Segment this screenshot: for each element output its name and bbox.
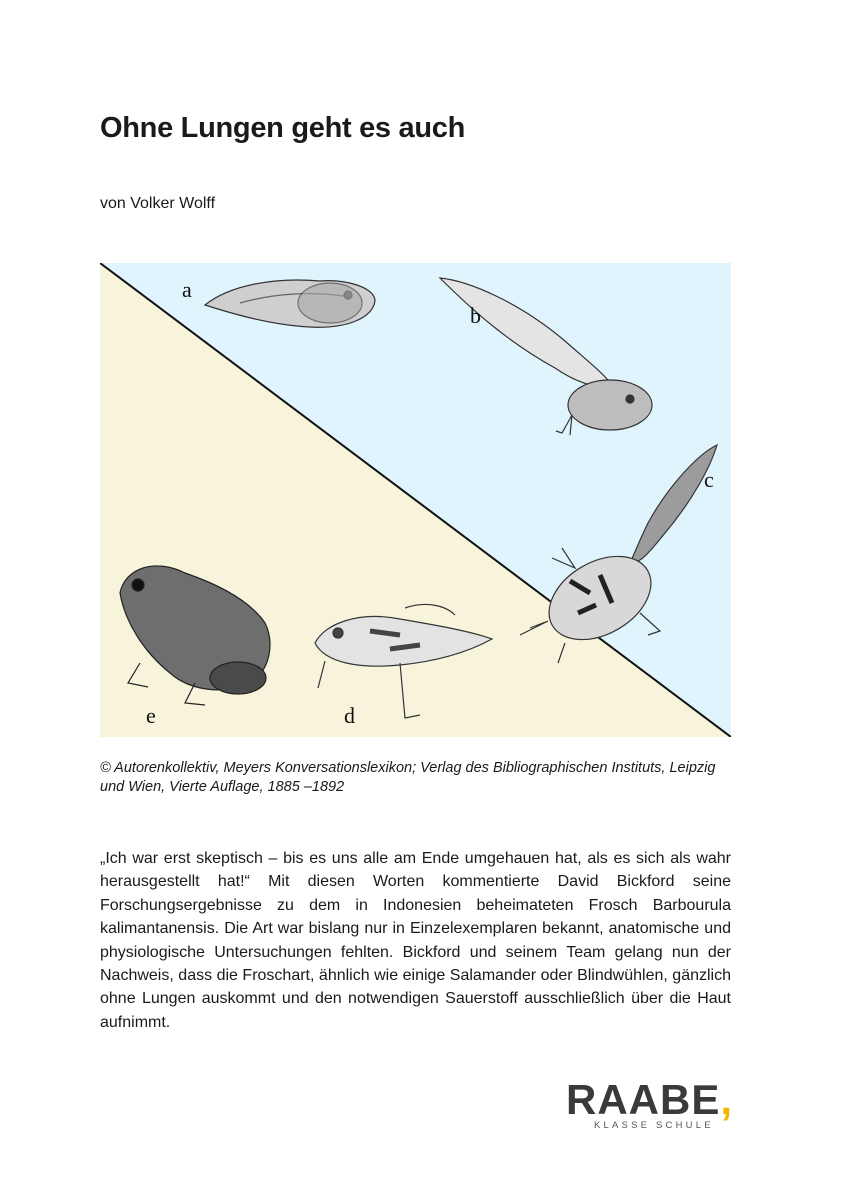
figure-label-d: d: [344, 703, 355, 728]
logo-comma: ,: [720, 1076, 734, 1123]
figure-label-c: c: [704, 467, 714, 492]
logo-word: RAABE: [566, 1076, 721, 1123]
page-title: Ohne Lungen geht es auch: [100, 112, 465, 144]
figure-canvas: [100, 263, 731, 737]
author-line: von Volker Wolff: [100, 195, 216, 212]
figure-label-e: e: [146, 703, 156, 728]
figure-caption: © Autorenkollektiv, Meyers Konversationslexikon; Verlag des Bibliographischen Instituts, Leipzig und Wien, Vierte Auflage, 1885 –1892: [100, 760, 716, 795]
body-paragraph: „Ich war erst skeptisch – bis es uns alle am Ende umgehauen hat, als es sich als wahr herausgestellt hat!“ Mit diesen Worten kommentierte David Bickford seine Forschungsergebnisse zu dem in Indonesien beheimateten Frosch Barbourula kalimantanensis. Die Art war bislang nur in Einzelexemplaren bekannt, anatomische und physiologische Untersuchungen fehlten. Bickford und seinem Team gelang nun der Nachweis, dass die Froschart, ähnlich wie einige Salamander oder Blindwühlen, gänzlich ohne Lungen auskommt und den notwendigen Sauerstoff ausschließlich über die Haut aufnimmt.: [100, 850, 731, 1031]
raabe-logo: [566, 1078, 736, 1134]
figure-label-b: b: [470, 303, 481, 328]
frog-development-illustration: [100, 263, 731, 737]
logo-tagline: KLASSE SCHULE: [594, 1120, 714, 1131]
figure-label-a: a: [182, 277, 192, 302]
logo-wordmark: [566, 1078, 733, 1122]
